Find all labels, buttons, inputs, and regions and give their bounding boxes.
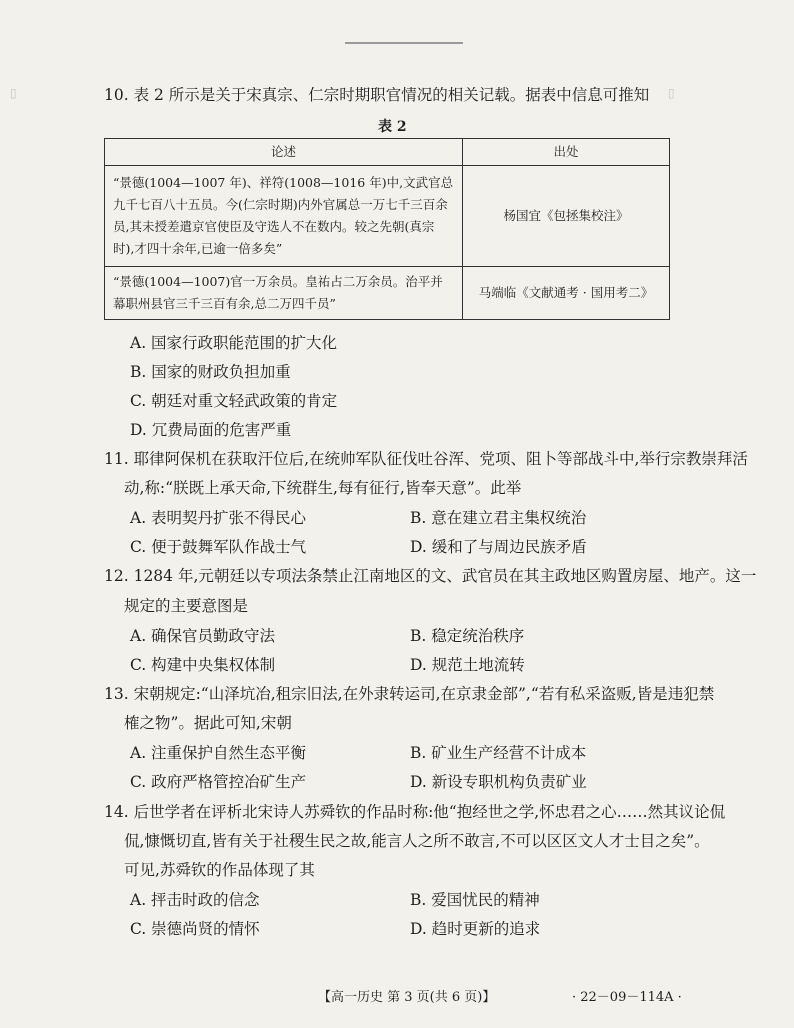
q11-option-a[interactable]: A. 表明契丹扩张不得民心 xyxy=(130,509,307,527)
table-cell-source: 杨国宜《包拯集校注》 xyxy=(463,166,670,267)
q11-option-c[interactable]: C. 便于鼓舞军队作战士气 xyxy=(130,538,307,556)
table-header-source: 出处 xyxy=(463,139,670,166)
question-13-text: 13. 宋朝规定:“山泽坑冶,租宗旧法,在外隶转运司,在京隶金部”,“若有私采盗贩,皆是违犯禁 xyxy=(104,685,715,703)
question-13-text: 榷之物”。据此可知,宋朝 xyxy=(124,714,292,732)
table-cell-discussion: “景德(1004—1007)官一万余员。皇祐占二万余员。治平并幕职州县官三千三百有余,总二万四千员” xyxy=(105,267,463,320)
q13-option-b[interactable]: B. 矿业生产经营不计成本 xyxy=(410,744,587,762)
q13-option-a[interactable]: A. 注重保护自然生态平衡 xyxy=(130,744,307,762)
table-2-title: 表 2 xyxy=(378,119,407,135)
table-header-row xyxy=(105,139,670,166)
q12-option-d[interactable]: D. 规范土地流转 xyxy=(410,656,525,674)
q14-option-d[interactable]: D. 趋时更新的追求 xyxy=(410,920,541,938)
table-cell-source: 马端临《文献通考 · 国用考二》 xyxy=(463,267,670,320)
q13-option-c[interactable]: C. 政府严格管控冶矿生产 xyxy=(130,773,307,791)
q11-option-b[interactable]: B. 意在建立君主集权统治 xyxy=(410,509,587,527)
question-11-text: 动,称:“朕既上承天命,下统群生,每有征行,皆奉天意”。此举 xyxy=(124,479,522,497)
q11-option-d[interactable]: D. 缓和了与周边民族矛盾 xyxy=(410,538,587,556)
bleed-through-mark: ▯ xyxy=(10,86,17,100)
q14-option-b[interactable]: B. 爱国忧民的精神 xyxy=(410,891,540,909)
page-footer-code: · 22－09－114A · xyxy=(572,990,682,1005)
q12-option-c[interactable]: C. 构建中央集权体制 xyxy=(130,656,276,674)
page-footer-label: 【高一历史 第 3 页(共 6 页)】 xyxy=(318,990,496,1005)
q10-option-b[interactable]: B. 国家的财政负担加重 xyxy=(130,363,291,381)
q14-option-c[interactable]: C. 崇德尚贤的情怀 xyxy=(130,920,260,938)
question-11-text: 11. 耶律阿保机在获取汗位后,在统帅军队征伐吐谷浑、党项、阻卜等部战斗中,举行宗教崇拜活 xyxy=(104,450,748,468)
q10-option-a[interactable]: A. 国家行政职能范围的扩大化 xyxy=(130,334,338,352)
q10-option-c[interactable]: C. 朝廷对重文轻武政策的肯定 xyxy=(130,392,338,410)
q13-option-d[interactable]: D. 新设专职机构负责矿业 xyxy=(410,773,587,791)
q14-option-a[interactable]: A. 抨击时政的信念 xyxy=(130,891,260,909)
table-header-discussion: 论述 xyxy=(105,139,463,166)
question-10-text: 10. 表 2 所示是关于宋真宗、仁宗时期职官情况的相关记载。据表中信息可推知 xyxy=(104,86,650,104)
question-14-text: 14. 后世学者在评析北宋诗人苏舜钦的作品时称:他“抱经世之学,怀忠君之心……然其议论侃 xyxy=(104,803,726,821)
table-row xyxy=(105,166,670,267)
question-12-text: 规定的主要意图是 xyxy=(124,597,249,615)
question-12-text: 12. 1284 年,元朝廷以专项法条禁止江南地区的文、武官员在其主政地区购置房屋、地产。这一 xyxy=(104,567,757,585)
question-14-text: 侃,慷慨切直,皆有关于社稷生民之故,能言人之所不敢言,不可以区区文人才士目之矣”。 xyxy=(124,832,710,850)
question-14-text: 可见,苏舜钦的作品体现了其 xyxy=(124,861,315,879)
table-cell-discussion: “景德(1004—1007 年)、祥符(1008—1016 年)中,文武官总九千七百八十五员。今(仁宗时期)内外官属总一万七千三百余员,其未授差遣京官使臣及守选人不在数内。较之先朝(真宗时),才四十余年,已逾一倍多矣” xyxy=(105,166,463,267)
q10-option-d[interactable]: D. 冗费局面的危害严重 xyxy=(130,421,292,439)
bleed-through-mark: ▯ xyxy=(668,86,675,100)
table-row xyxy=(105,267,670,320)
q12-option-b[interactable]: B. 稳定统治秩序 xyxy=(410,627,525,645)
table-2 xyxy=(104,138,670,320)
q12-option-a[interactable]: A. 确保官员勤政守法 xyxy=(130,627,276,645)
top-divider-line xyxy=(345,42,463,44)
question-10-stem xyxy=(104,80,704,110)
